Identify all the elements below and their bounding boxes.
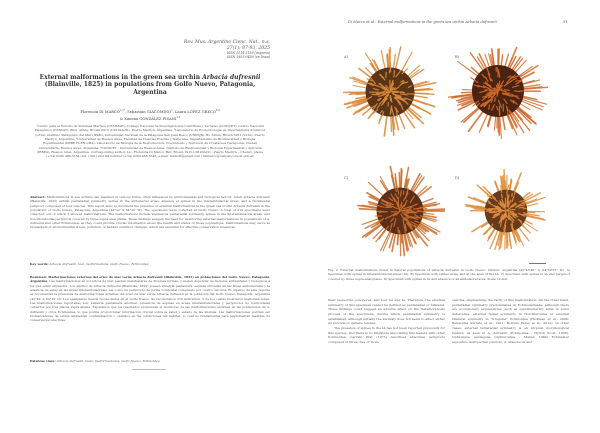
title-text: External malformations in the green sea urchin: [39, 74, 203, 81]
title-species: Arbacia dufresnii: [202, 74, 261, 81]
body-paragraph: their respective gonopores, and four AA and IA. Therefore, the external symmetry of this specimen cannot be defined as pentaradial or bilateral. These findings could suggest an adverse effect on the metamorphosis process of the specimens, during which pentaradial symmetry is established, although initially the anomaly does not seem to affect either its survival or gamete release.: [328, 298, 445, 326]
urchin-photo-b: [448, 40, 548, 142]
urchin-spine: [506, 106, 507, 109]
paper-title: [30, 74, 270, 96]
issn-online: ISSN 1853-0400 (en línea): [226, 55, 270, 60]
urchin-spine: [401, 94, 407, 95]
body-paragraph: ossicles, emphasizing the rarity of this malformation. On the other hand, pentaradial symmetry predominates in Echinodermata, although there are evolutionary asymmetries, such as supernumerary arms in some Asteroidea, external radial symmetry in Holothuroidea or external bilateral symmetry in "irregular" Echinoidea (Hickman et al., 2006; Benavides Serrato et al., 2011; Borrero Pérez et al., 2012). In other cases, external tetraradial symmetry is an atypical morphological feature, as seen in A. dufresnii (Echinoidea - Hylton Scott, 1938), Ophiomyxa pentagona (Ophiuroidea - Manar, 1984) Echinaster sepositus, Astropecten jonstoni, A. aranciacus and: [452, 298, 569, 344]
journal-citation: [184, 40, 270, 60]
figure-caption: Fig. 2. External malformations found in natural populations of Arbacia dufresnii in Golfo Nuevo, Chubut, Argentina (42°46'46'' S, 64°59'52'' W). A) Specimen with spines in interambulacral areas (IA). B) Specimen with spines along and at the apex of the IA. C) Specimen with spines in IA and periproct covered by three supra-anal plates. D) Specimen with spines in IA and absence of an ambulacral area. Scale 10 mm.: [328, 268, 570, 281]
abstract-label: Abstract:: [30, 195, 46, 199]
urchin-spine: [486, 211, 492, 212]
author-affil-sup: 1,2: [176, 116, 181, 120]
urchin-spine: [386, 92, 390, 93]
keywords-text: Arbacia dufresnii, test, malformations, Golfo Nuevo, Echinoidea: [48, 262, 149, 266]
keywords: [30, 262, 270, 266]
issn-print: ISSN 1514-5158 (impresa): [226, 51, 270, 56]
author-name: , Sebastián GIACOMINO: [124, 110, 172, 115]
running-head: Di Marco et al.: External malformations in the green sea urchin Arbacia dufresnii: [348, 20, 497, 24]
journal-volume: 27(1): 87-93, 2025: [226, 45, 270, 51]
body-paragraph: The presence of spines in the IA has not been reported previously for this species, and there is no literature associating this feature with other Echinoidea. Larrain Prat (1975) described abnormal periprocts composed of three, five or more: [328, 325, 445, 344]
urchin-spine: [519, 207, 524, 208]
abstract: [30, 195, 270, 230]
urchin-spine: [505, 212, 506, 218]
urchin-spine: [407, 188, 408, 194]
urchin-spine: [502, 194, 503, 197]
author-affil-sup: 3,4: [215, 109, 220, 112]
panel-label-c: C): [344, 176, 349, 180]
panel-label-d: D): [455, 176, 460, 180]
resumen-text: Las malformaciones en los erizos de mar pueden manifestarse de diversas formas, y suelen depender de factores ambientales y biológicos a los que están expuestos. Los adultos de Arbacia dufresnii (Blainville, 1825) poseen simetría pentámera, espinas ubicadas en las áreas ambulacrales y la ausencia de estas en las áreas interambulacrales, así como un periprocto de forma romboidal compuesto por cuatro osículos. El objetivo de este reporte es documentar la presencia de malformaciones externas del erizo de mar verde Arbacia dufresnii en la población del Golfo Nuevo, Patagonia, Argentina (42°42' S 64°30' O). Los ejemplares fueron recolectados en el Golfo Nuevo. Se recolectaron 319 individuos, 5 de los cuales mostraron malformaciones. Las malformaciones reportadas son: simetría pentámera anormal, presencia de espinas en áreas interambulacrales y periproctos no romboidales cubiertos por tres placas supra-anales. Esperamos que los resultados promuevan el monitoreo de las malformaciones externas en las poblaciones de A. dufresnii y otros Echinoidea, lo que podría proporcionar información crucial sobre la salud y estado de las mismas. Las malformaciones podrían ser biomarcadores de estrés ambiental, contaminación o cambios en las condiciones del hábitat, lo cual es fundamental para implementar medidas de conservación efectivas.: [30, 279, 270, 323]
journal-name: Rev. Mus. Argentino Cienc. Nat., n.s.: [183, 40, 270, 45]
author-name: Florencia DI MARCO: [80, 110, 120, 115]
author-affil-sup: 1,2*: [119, 109, 125, 112]
palabras-clave-text: Arbacia dufresnii, testa, malformaciones, Golfo Nuevo, Echinoidea: [55, 359, 160, 363]
palabras-clave-label: Palabras clave:: [30, 359, 56, 363]
author-name: , Laura LÓPEZ GRECO: [172, 110, 216, 115]
panel-label-b: B): [455, 55, 460, 59]
urchin-spine: [403, 191, 404, 194]
urchin-photo-a: [340, 45, 440, 139]
author-name: & Ximena GONZÁLEZ PISANI: [119, 117, 177, 122]
urchin-spine: [504, 90, 509, 91]
urchin-spine: [490, 91, 494, 92]
palabras-clave: [30, 359, 270, 363]
urchin-spine: [411, 211, 414, 212]
keywords-label: Key words:: [30, 262, 49, 266]
section-divider: [132, 369, 166, 370]
resumen: [30, 275, 270, 323]
urchin-spine: [414, 208, 421, 209]
urchin-spine: [522, 215, 528, 216]
urchin-spine: [512, 223, 513, 230]
abstract-text: Malformations in sea urchins can manifest in various forms, often influenced by environmental and biological factors. Adult Arbacia dufresnii (Blainville, 1825) exhibit pentaradial symmetry, spines in the ambulacral areas, absence of spines in the interambulacral areas, and a rhomboidal periproct composed of four ossicles. This report aims to document the presence of external malformations in the green sea urchin Arbacia dufresnii in the population of Golfo Nuevo, Patagonia, Argentina (42°42' S 64°30' W). The specimens were collected at Golfo Nuevo. A total of 319 specimens were collected, out of which 5 showed malformations. The malformations include anomalous pentaradial symmetry, spines in the interambulacral areas, and non-rhomboidal periprocts covered by three supra-anal plates. These findings suggest the need for monitoring external malformations in populations of A. dufresnii and other Echinoidea, as they could provide crucial information about the health and status of those populations. Malformations may serve as biomarkers of environmental stress, pollution, or habitat condition changes, which are essential for effective conservation measures.: [30, 195, 270, 230]
title-text-end: (Blainville, 1825) in populations from Golfo Nuevo, Patagonia, Argentina: [44, 81, 256, 96]
affiliations: ¹Centro para el Estudio de Sistemas Marinos (CESIMAR), Consejo Nacional de Investigaciones Científicas y Técnicas (CONICET), Centro Nacional Patagónico (CENPAT), Blvd. Almte. Brown 2915 (U9120ACD), Puerto Madryn, Argentina. ²Laboratorio de Ecotoxicología en Invertebrados Acuáticos (LEIA), Instituto Patagónico del Mar (IPaM), Universidad Nacional de la Patagonia San Juan Bosco (UNPSJB), Bv. Almte. Brown 3051 (9120), Puerto Madryn, Argentina. ³Universidad de Buenos Aires, Facultad de Ciencias Exactas y Naturales, Departamento de Biodiversidad y Biología Experimental (DBBE FCEN-UBA), Laboratorio de Biología de la Reproducción, Crecimiento y Nutrición de Crustáceos Decápodos, Ciudad Universitaria, Buenos Aires, Argentina. ⁴CONICET - Universidad de Buenos Aires, Instituto de Biodiversidad y Biología Experimental y Aplicada (IBBEA), Buenos Aires, Argentina. Corresponding author: Lic. Florencia Di Marco, Bvd. Brown 2915-U9120ACD - Puerto Madryn – Chubut, phone (+54) 0280 488-3184 (Int. 1301) and fax number (+54) 0280 488-3543, e-mail: fbrdivff@gmail.com / fdimarco@cenpat-conicet.gob.ar: [34, 124, 266, 159]
resumen-label: Resumen: Malformaciones externas del erizo de mar verde Arbacia dufresnii (Blainville, 1825) en poblaciones del Golfo Nuevo, Patagonia, Argentina.: [30, 275, 270, 284]
scale-bar: [529, 263, 546, 264]
author-list: [30, 108, 270, 122]
urchin-spine: [391, 87, 392, 90]
urchin-spine: [515, 187, 516, 194]
urchin-spine: [401, 204, 402, 207]
urchin-spine: [489, 105, 490, 109]
body-column-2: [452, 298, 569, 345]
body-column-1: [328, 298, 445, 345]
right-page: [300, 0, 600, 433]
urchin-photo-c: [355, 163, 445, 259]
page-number: 91: [563, 20, 568, 24]
author-affil-sup: 1: [171, 109, 173, 112]
urchin-photo-d: [465, 165, 547, 257]
panel-label-a: A): [344, 55, 348, 59]
